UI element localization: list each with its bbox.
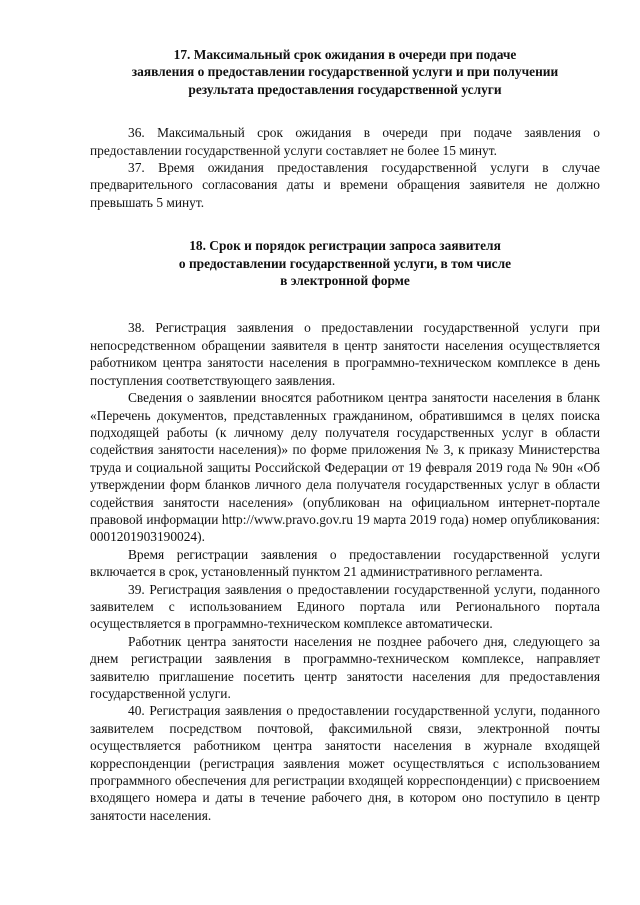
heading-line: о предоставлении государственной услуги, в том числе [178, 255, 512, 271]
section-18-heading [90, 237, 600, 289]
paragraph-38-details: Сведения о заявлении вносятся работником центра занятости населения в бланк «Перечень документов, представленных гражданином, обратившимся в целях поиска подходящей работы (к личному делу получателя государственных услуг в области содействия занятости населения)» по форме приложения № 3, к приказу Министерства труда и социальной защиты Российской Федерации от 19 февраля 2019 года № 90н «Об утверждении форм бланков личного дела получателя государственных услуг в области содействия занятости населения» (опубликован на официальном интернет-портале правовой информации http://www.pravo.gov.ru 19 марта 2019 года) номер опубликования: 0001201903190024). [90, 390, 600, 545]
section-17-heading [90, 46, 600, 98]
paragraph-37: 37. Время ожидания предоставления государственной услуги в случае предварительного согласования даты и времени обращения заявителя не должно превышать 5 минут. [90, 160, 600, 210]
paragraph-39: 39. Регистрация заявления о предоставлении государственной услуги, поданного заявителем с использованием Единого портала или Регионального портала осуществляется в программно-техническом комплексе автоматически. [90, 581, 600, 632]
heading-line: результата предоставления государственной услуги [188, 81, 502, 97]
heading-line: 18. Срок и порядок регистрации запроса заявителя [189, 238, 501, 254]
heading-line: заявления о предоставлении государственной услуги и при получении [131, 64, 559, 80]
paragraph-36: 36. Максимальный срок ожидания в очереди при подаче заявления о предоставлении государственной услуги составляет не более 15 минут. [90, 125, 600, 158]
paragraph-38-time: Время регистрации заявления о предоставлении государственной услуги включается в срок, установленный пунктом 21 административного регламента. [90, 546, 600, 580]
paragraph-38: 38. Регистрация заявления о предоставлении государственной услуги при непосредственном обращении заявителя в центр занятости населения осуществляется работником центра занятости населения в программно-техническом комплексе в день поступления соответствующего заявления. [90, 320, 600, 388]
paragraph-39-invitation: Работник центра занятости населения не позднее рабочего дня, следующего за днем регистрации заявления в программно-техническом комплексе, направляет заявителю приглашение посетить центр занятости населения для предоставления государственной услуги. [90, 633, 600, 701]
document-page [90, 46, 600, 824]
heading-line: в электронной форме [280, 273, 410, 289]
paragraph-40: 40. Регистрация заявления о предоставлении государственной услуги, поданного заявителем посредством почтовой, факсимильной связи, электронной почты осуществляется работником центра занятости населения в журнале входящей корреспонденции (регистрация заявления может осуществляться с использованием программного обеспечения для регистрации входящей корреспонденции) с присвоением входящего номера и даты в течение рабочего дня, в котором оно поступило в центр занятости населения. [90, 703, 600, 823]
heading-line: 17. Максимальный срок ожидания в очереди при подаче [173, 47, 517, 62]
